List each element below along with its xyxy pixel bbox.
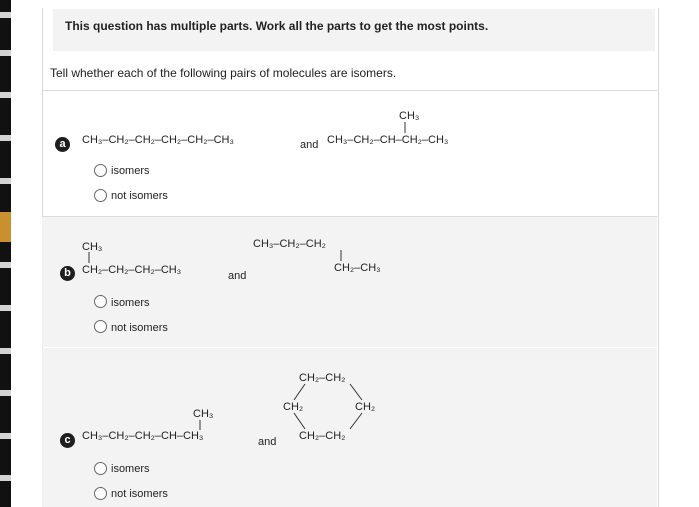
instruction-text: Tell whether each of the following pairs of molecules are isomers. [50, 66, 397, 80]
part-b-left-branch: CH₃ [82, 241, 103, 253]
part-a-badge: a [55, 137, 70, 152]
part-b-and: and [228, 270, 247, 282]
part-c-ring-right: CH₂ [355, 401, 376, 413]
part-a-left-formula: CH₃–CH₂–CH₂–CH₂–CH₂–CH₃ [82, 134, 234, 146]
part-a-not-isomers-label: not isomers [111, 190, 168, 202]
part-a-and: and [300, 139, 319, 151]
part-c-ring-top: CH₂–CH₂ [299, 372, 346, 384]
part-c-ring-left: CH₂ [283, 401, 304, 413]
part-b-right-top: CH₃–CH₂–CH₂ [253, 238, 326, 250]
part-b-left-formula: CH₂–CH₂–CH₂–CH₃ [82, 264, 182, 276]
part-c-isomers-radio[interactable] [94, 462, 107, 475]
part-b-isomers-label: isomers [111, 297, 150, 309]
header-text: This question has multiple parts. Work all the parts to get the most points. [65, 19, 489, 33]
part-c-ring-bottom: CH₂–CH₂ [299, 430, 346, 442]
part-c-left-branch: CH₃ [193, 408, 214, 420]
part-a-isomers-label: isomers [111, 165, 150, 177]
part-c-left-formula: CH₃–CH₂–CH₂–CH–CH₃ [82, 430, 204, 442]
part-b-badge: b [60, 266, 75, 281]
part-a-right-formula: CH₃–CH₂–CH–CH₂–CH₃ [327, 134, 449, 146]
part-a-right-branch: CH₃ [399, 110, 420, 122]
part-c-isomers-label: isomers [111, 463, 150, 475]
part-b-right-bottom: CH₂–CH₃ [334, 262, 381, 274]
part-c-badge: c [60, 433, 75, 448]
part-c-not-isomers-label: not isomers [111, 488, 168, 500]
part-c-and: and [258, 436, 277, 448]
part-c-not-isomers-radio[interactable] [94, 487, 107, 500]
part-b-not-isomers-label: not isomers [111, 322, 168, 334]
